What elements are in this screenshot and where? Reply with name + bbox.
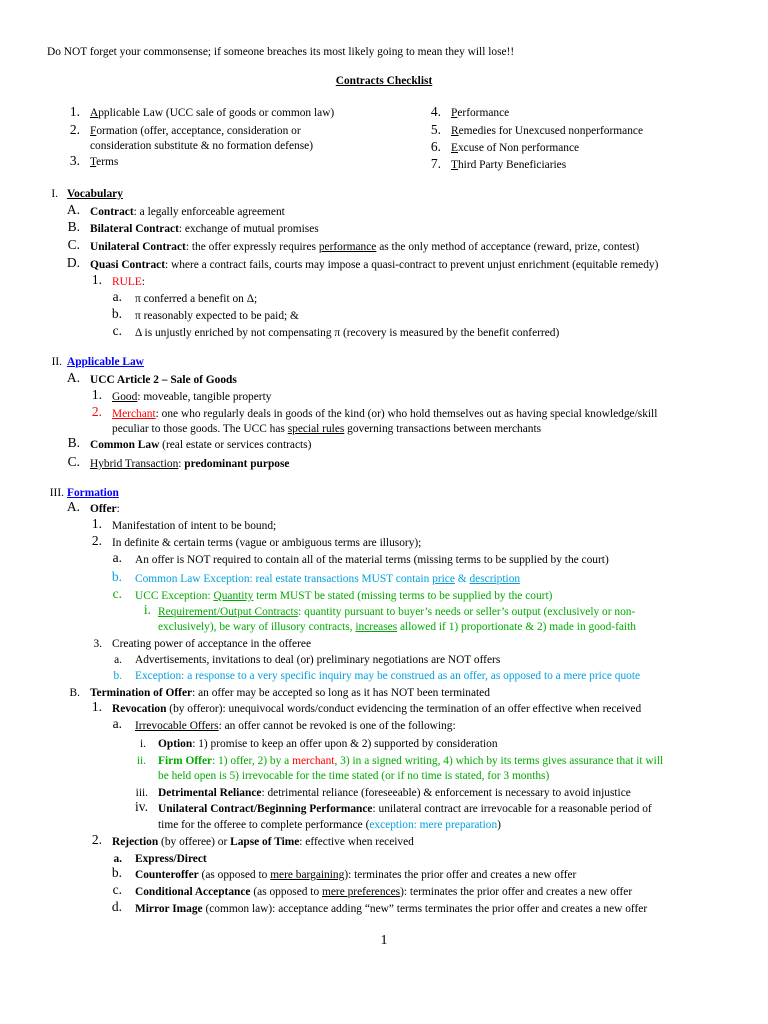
checklist-item: Third Party Beneficiaries (451, 159, 567, 171)
checklist-item-cont: consideration substitute & no formation defense) (90, 140, 314, 152)
checklist-item: Formation (offer, acceptance, consideration or (90, 125, 301, 137)
intro-note: Do NOT forget your commonsense; if someone breaches its most likely going to mean they will lose!! (47, 46, 515, 58)
section-title: Vocabulary (67, 188, 123, 200)
checklist-item: Remedies for Unexcused nonperformance (451, 125, 643, 137)
checklist-item: Performance (451, 107, 510, 119)
section-title: Applicable Law (67, 356, 144, 368)
checklist-item: Terms (90, 156, 119, 168)
document-page: Do NOT forget your commonsense; if someone breaches its most likely going to mean they will lose!! Contracts Checklist 1. Applicable Law (UCC sale of goods or common law) 2. Formation (offer, acceptance, consideration or consideration substitute & no formation defense) 3. Terms 4. Performance 5. Remedies for Unexcused nonperformance 6. Excuse of Non performance 7. Third Party Beneficiaries I. Vocabulary A. Contract: a legally enforceable agreement B. Bilateral Contract: exchange of mutual promises C. Unilateral Contract: the offer expressly requires performance as the only method of acceptance (reward, prize, contest) D. Quasi Contract: where a contract fails, courts may impose a quasi-contract to prevent unjust enrichment (equitable remedy) 1. RULE: a. π conferred a benefit on Δ; b. π reasonably expected to be paid; & c. Δ is unjustly enriched by not compensating π (recovery is measured by the benefit conferred) II. Applicable Law A. UCC Article 2 – Sale of Goods 1. Good: moveable, tangible property 2. Merchant: one who regularly deals in goods of the kind (or) who hold themselves out as having special knowledge/skill peculiar to those goods. The UCC has special rules governing transactions between merchants B. Common Law (real estate or services contracts) C. Hybrid Transaction: predominant purpose III. Formation A. Offer: 1. Manifestation of intent to be bound; 2. In definite & certain terms (vague or ambiguous terms are illusory); a. An offer is NOT required to contain all of the material terms (missing terms to be supplied by the court) b. Common Law Exception: real estate transactions MUST contain price & description c. UCC Exception: Quantity term MUST be stated (missing terms to be supplied by the court) i. Requirement/Output Contracts: quantity pursuant to buyer’s needs or seller’s output (exclusively or non- exclusively), be wary of illusory contracts, increases allowed if 1) proportionate & 2) made in good-faith 3. Creating power of acceptance in the offeree a. Advertisements, invitations to deal (or) preliminary negotiations are NOT offers b. Exception: a response to a very specific inquiry may be construed as an offer, as opposed to a mere price quote B. Termination of Offer: an offer may be accepted so long as it has NOT been terminated 1. Revocation (by offeror): unequivocal words/conduct evidencing the termination of an offer effective when received a. Irrevocable Offers: an offer cannot be revoked is one of the following: i. Option: 1) promise to keep an offer upon & 2) supported by consideration ii. Firm Offer: 1) offer, 2) by a merchant, 3) in a signed writing, 4) which by its terms gives assurance that it will be held open is 5) irrevocable for the time stated (or if no time is stated, for 3 months) iii. Detrimental Reliance: detrimental reliance (foreseeable) & enforcement is necessary to avoid injustice iv. Unilateral Contract/Beginning Performance: unilateral contract are irrevocable for a reasonable period of time for the offeree to complete performance (exception: mere preparation) 2. Rejection (by offeree) or Lapse of Time: effective when received a. Express/Direct b. Counteroffer (as opposed to mere bargaining): terminates the prior offer and creates a new offer c. Conditional Acceptance (as opposed to mere preferences): terminates the prior offer and creates a new offer d. Mirror Image (common law): acceptance adding “new” terms terminates the prior offer and creates a new offer 1 (0, 0, 768, 1024)
document-title: Contracts Checklist (335, 75, 433, 87)
checklist-item: Applicable Law (UCC sale of goods or common law) (90, 107, 335, 119)
checklist-item: Excuse of Non performance (451, 142, 580, 154)
page-number: 1 (380, 933, 388, 948)
section-title: Formation (67, 487, 119, 499)
